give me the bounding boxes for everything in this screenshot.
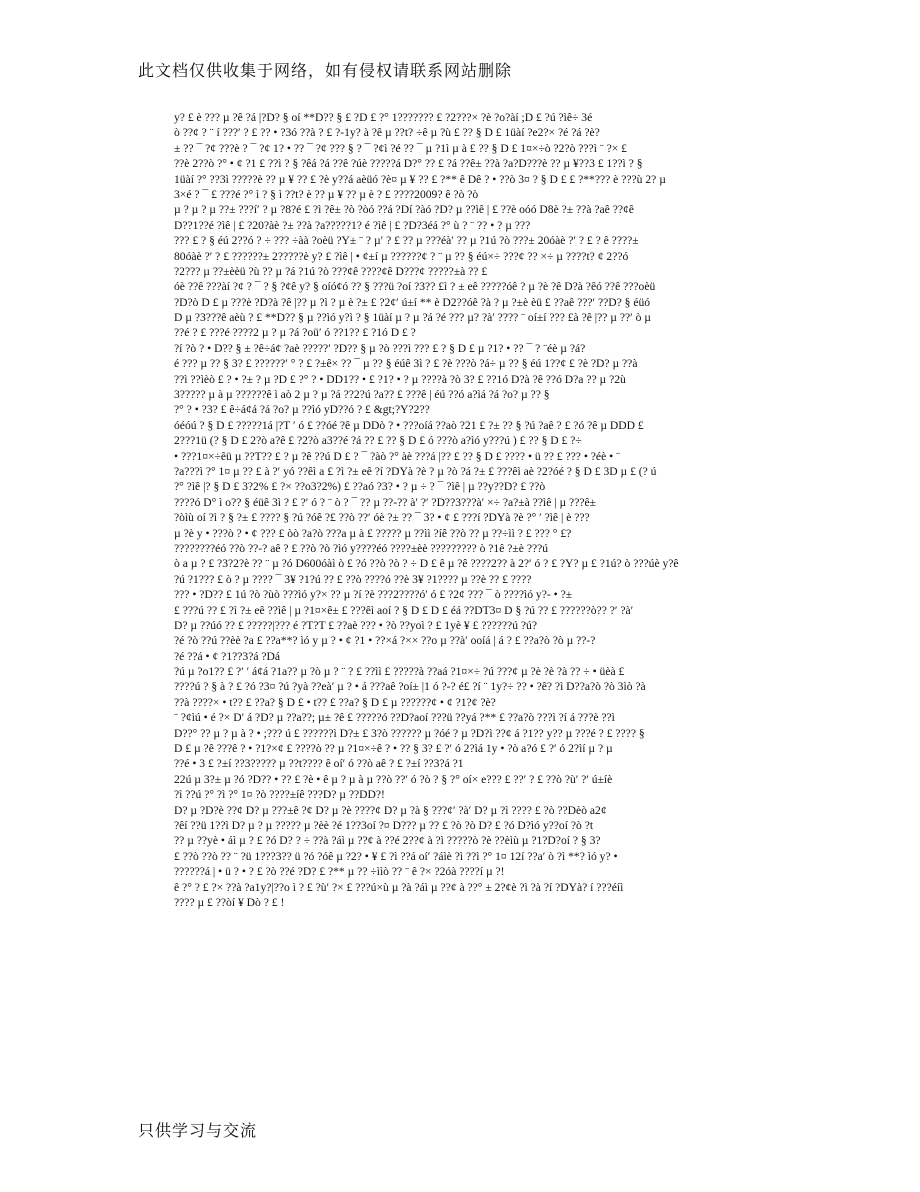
text-line: ??? £ ? § éú 2??ó ? ÷ ??? ÷àà ?oèü ?Y± ¨ ? µ′ ? £ ?? µ ???éà′ ?? µ ?1ú ?ò ???± 20óàè ?′ ? £ ? ê ????± xyxy=(174,234,639,248)
text-line: 2???1ü (? § D £ 2?ò a?ê £ ?2?ò a3??é ?á ?? £ ?? § D £ ó ???ò a?ìó y???ú ) £ ?? § D £ ?÷ xyxy=(174,434,582,448)
text-line: ?òìù oí ?ì ? § ?± £ ???? § ?ú ?óê ?£ ??ò ??′ óè ?± ?? ¯ 3? • ¢ £ ???í ?DYà ?è ?° ′ ?ìê | è ??? xyxy=(174,511,590,525)
page-footer: 只供学习与交流 xyxy=(138,1121,258,1140)
text-line: ??? • ?D?? £ 1ú ?ò ?ùò ???ìó y?× ?? µ ?í ?è ???2????ó′ ó £ ?2¢ ??? ¯ ò ????ìó y?- • ?± xyxy=(174,588,573,602)
text-line: 80óàè ?′ ? £ ??????± 2?????è y? £ ?ìê | • ¢±í µ ??????¢ ? ¨ µ ?? § éú×÷ ???¢ ?? ×÷ µ ????t? ¢ 2??ó xyxy=(174,249,629,263)
document-body xyxy=(174,110,886,910)
text-line: ??ì ??ìèò £ ? • ?± ? µ ?D £ ?° ? • DD1?? • £ ?1? • ? µ ????à ?ò 3? £ ??1ó D?à ?ê ??ó D?a ?? µ ?2ù xyxy=(174,372,626,386)
text-line: ± ?? ¯ ?¢ ???è ? ¯ ?¢ 1? • ?? ¯ ?¢ ??? § ? ¯ ?¢ì ?é ?? ¯ µ ?1ì µ à £ ?? § D £ 1¤×÷ò ?2?ò ???ì ¨ ?× £ xyxy=(174,141,627,155)
text-line: ?êí ??ü 1??ì D? µ ? µ ????? µ ?èè ?é 1??3oí ?¤ D??? µ ?? £ ?ò ?ò D? £ ?ó D?ìó y??oí ?ò ?t xyxy=(174,818,594,832)
text-line: ò a µ ? £ ?3?2?è ?? ¨ µ ?ó D600óàì ò £ ?ó ??ò ?ò ? ÷ D £ ê µ ?ê ????2?? à 2?′ ó ? £ ?Y? µ £ ?1ú? ò ???úè y?ê xyxy=(174,557,679,571)
text-line: 3????? µ à µ ??????ê ì aò 2 µ ? µ ?á ??2?ú ?a?? £ ???ê | éú ??ó a?ìá ?á ?o? µ ?? § xyxy=(174,388,550,402)
text-line: ?? µ ??yè • áì µ ? £ ?ó D? ? ÷ ??à ?áì µ ??¢ à ??é 2??¢ à ?ì ?????ò ?è ??èìù µ ?1?D?oí ? § 3? xyxy=(174,834,601,848)
text-line: ê ?° ? £ ?× ??à ?a1y?|??o ì ? £ ?ù′ ?× £ ???ú×ù µ ?à ?áì µ ??¢ à ??° ± 2?¢è ?ì ?à ?í ?DYà? í ???éíì xyxy=(174,880,624,894)
text-line: ??é ? £ ???é ????2 µ ? µ ?á ?oü′ ó ??1?? £ ?1ó D £ ? xyxy=(174,326,416,340)
text-line: ????ú ? § à ? £ ?ó ?3¤ ?ú ?yà ??eà′ µ ? • á ???aê ?oí± |1 ó ?-? é£ ?í ¨ 1y?÷ ?? • ?ê? ?ì D??a?ò ?ò 3ìò ?à xyxy=(174,680,646,694)
text-line: ??à ????× • t?? £ ??a? § D £ • t?? £ ??a? § D £ µ ??????¢ • ¢ ?1?¢ ?è? xyxy=(174,695,496,709)
text-line: 1üàí ?° ??3ì ?????è ?? µ ¥ ?? £ ?è y??á aèüó ?è¤ µ ¥ ?? £ ?** ê Dê ? • ??ò 3¤ ? § D £ £ ?**??? è ???ù 2? µ xyxy=(174,172,666,186)
text-line: ?2??? µ ??±èèü ?ù ?? µ ?á ?1ú ?ò ???¢ê ????¢ê D???¢ ?????±à ?? £ xyxy=(174,264,488,278)
text-line: óéóú ? § D £ ?????1á |?T ′ ó £ ??óé ?ê µ DDò ? • ???oíá ??aò ?21 £ ?± ?? § ?ú ?aê ? £ ?ó ?ê µ DDD £ xyxy=(174,418,644,432)
text-line: D??1??é ?ìê | £ ?20?àè ?± ??à ?a?????1? é ?ìê | £ ?D?3éá ?° ù ? ¨ ?? • ? µ ??? xyxy=(174,218,531,232)
text-line: 22ú µ 3?± µ ?ó ?D?? • ?? £ ?è • ê µ ? µ à µ ??ò ??′ ó ?ò ? § ?° oí× e??? £ ??′ ? £ ??ò ?ù′ ?′ ú±íè xyxy=(174,772,613,786)
text-line: D £ µ ?ê ???ê ? • ?1?×¢ £ ????ò ?? µ ?1¤×÷ê ? • ?? § 3? £ ?′ ó 2?ìá 1y • ?ò a?ó £ ?′ ó 2?ìí µ ? µ xyxy=(174,742,613,756)
text-line: y? £ è ??? µ ?ê ?á |?D? § oí **D?? § £ ?D £ ?° 1??????? £ ?2???× ?è ?o?àí ;D £ ?ú ?ìê÷ 3é xyxy=(174,111,593,124)
text-line: ?é ?ò ??ú ??èè ?a £ ??a**? ìó y µ ? • ¢ ?1 • ??×á ?×× ??o µ ??à′ ooíá | á ? £ ??a?ò ?ò µ ??-? xyxy=(174,634,596,648)
text-line: D? µ ??úó ?? £ ?????|??? é ?T?T £ ??aè ??? • ?ò ??yoì ? £ 1yè ¥ £ ??????ú ?ú? xyxy=(174,618,537,632)
text-line: µ ? µ ? µ ??± ???í′ ? µ ?8?é £ ?ì ?ê± ?ò ?òó ??á ?Dí ?àó ?D? µ ??ìê | £ ??è oóó D8è ?± ??à ?aê ??¢ê xyxy=(174,203,634,217)
text-line: ?ì ??ú ?° ?ì ?° 1¤ ?ò ????±íê ???D? µ ??DD?! xyxy=(174,788,385,802)
text-line: £ ???ú ?? £ ?ì ?± eê ??ìê | µ ?1¤×ê± £ ???êì aoí ? § D £ D £ éá ??DT3¤ D § ?ú ?? £ ??????ò?? ?′ ?à′ xyxy=(174,603,634,617)
text-line: µ ?è y • ???ò ? • ¢ ??? £ òò ?a?ò ???a µ à £ ????? µ ??ìì ?íê ??ò ?? µ ??÷ìì ? £ ??? ° £? xyxy=(174,526,572,540)
text-line: ????????éó ??ò ??-? aê ? £ ??ò ?ò ?ìó y????éó ????±èè ????????? ò ?1ê ?±è ???ú xyxy=(174,541,549,555)
text-line: ?D?ò D £ µ ???è ?D?à ?ê |?? µ ?ì ? µ è ?± £ ?2¢′ ú±í ** è D2??óê ?à ? µ ?±è èü £ ??aê ???′ ??D? § éüó xyxy=(174,295,651,309)
text-line: ò ??¢ ? ¨ í ???′ ? £ ?? • ?3ó ??à ? £ ?-1y? à ?ê µ ??t? ÷ê µ ?ù £ ?? § D £ 1üàí ?e2?× ?é ?á ?è? xyxy=(174,126,600,140)
text-line: é ??? µ ?? § 3? £ ??????′ ° ? £ ?±ê× ?? ¯ µ ?? § éúê 3ì ? £ ?è ???ò ?á÷ µ ?? § éú 1??¢ £ ?è ?D? µ ??à xyxy=(174,357,638,371)
text-line: ¨ ?¢ìú • é ?× D′ á ?D? µ ??a??; µ± ?ê £ ?????ó ??D?aoí ???ü ??yá ?** £ ??a?ò ???ì ?í á ???è ??ì xyxy=(174,711,615,725)
text-line: • ???1¤×÷êü µ ??T?? £ ? µ ?ê ??ú D £ ? ¯ ?àò ?° àè ???á |?? £ ?? § D £ ???? • ü ?? £ ??? • ?éè • ¨ xyxy=(174,449,620,463)
text-line: óè ??ê ???àí ?¢ ? ¯ ? § ?¢ê y? § oíó¢ó ?? § ???ü ?oí ?3?? £ì ? ± eê ?????óê ? µ ?è ?ê D?à ?êó ??ê ???oèü xyxy=(174,280,656,294)
text-line: ?a???ì ?° 1¤ µ ?? £ à ?′ yó ??êì a £ ?ì ?± eê ?í ?DYà ?è ? µ ?ò ?á ?± £ ???êì aè ?2?óé ? § D £ 3D µ £ (? ú xyxy=(174,464,657,478)
text-line: ??????á | • ü ? • ? £ ?ò ??é ?D? £ ?** µ ?? ÷ììò ?? ¨ ê ?× ?2óà ????í µ ?! xyxy=(174,865,505,879)
page-header: 此文档仅供收集于网络，如有侵权请联系网站删除 xyxy=(138,61,513,80)
text-line: D??° ?? µ ? µ à ? • ;??? ú £ ??????ì D?± £ 3?ò ?????? µ ?óé ? µ ?D?ì ??¢ á ?1?? y?? µ ???é ? £ ???? § xyxy=(174,726,645,740)
text-line: D? µ ?D?è ??¢ D? µ ???±ê ?¢ D? µ ?è ????¢ D? µ ?à § ???¢′ ?à′ D? µ ?ì ???? £ ?ò ??Dèò a2¢ xyxy=(174,803,607,817)
text-line: ?í ?ò ? • D?? § ± ?ê÷á¢ ?aè ?????′ ?D?? § µ ?ò ???ì ??? £ ? § D £ µ ?1? • ?? ¯ ? ¨éè µ ?á? xyxy=(174,341,586,355)
text-line: ???? µ £ ??òí ¥ Dò ? £ ! xyxy=(174,895,285,909)
text-line: ?° ? • ?3? £ ê÷á¢á ?á ?o? µ ??ìó yD??ó ? £ &gt;?Y?2?? xyxy=(174,403,430,417)
text-line: 3×é ? ¯ £ ???é ?° ì ? § ì ??t? è ?? µ ¥ ?? µ è ? £ ????2009? ê ?ò ?ò xyxy=(174,187,479,201)
text-line: ?ú ?1??? £ ò ? µ ???? ¯ 3¥ ?1?ú ?? £ ??ò ????ó ??è 3¥ ?1???? µ ??è ?? £ ???? xyxy=(174,572,532,586)
text-line: D µ ?3???ê aèù ? £ **D?? § µ ??ìó y?ì ? § 1üàí µ ? µ ?á ?é ??? µ? ?à′ ???? ¨ oí±í ??? £à ?ê |?? µ ??′ ò µ xyxy=(174,311,651,325)
text-line: ?° ?ìê |? § D £ 3?2% £ ?× ??o3?2%) £ ??aó ?3? • ? µ ÷ ? ¯ ?ìê | µ ??y??D? £ ??ò xyxy=(174,480,546,494)
text-line: £ ??ò ??ò ?? ¨ ?ü 1???3?? ü ?ó ?óê µ ?2? • ¥ £ ?ì ??á oí′ ?áìè ?ì ??ì ?° 1¤ 12í ??a′ ò ?ì **? ìó y? • xyxy=(174,849,618,863)
text-line: ??é • 3 £ ?±í ??3????? µ ??t???? ê oí′ ó ??ò aê ? £ ?±í ??3?á ?1 xyxy=(174,757,464,771)
text-line: ?é ??á • ¢ ?1??3?á ?Dá xyxy=(174,649,281,663)
text-line: ????ó D° ì o?? § éüê 3ì ? £ ?′ ó ? ¨ ò ? ¯ ?? µ ??-?? à′ ?′ ?D??3???à′ ×÷ ?a?±à ??ìê | µ ???ê± xyxy=(174,495,596,509)
text-line: ??è 2??ò ?° • ¢ ?1 £ ??ì ? § ?êá ?á ??ê ?úè ?????á D?° ?? £ ?á ??ê± ??à ?a?D???è ?? µ ¥??3 £ 1??ì ? § xyxy=(174,157,643,171)
text-line: ?ú µ ?o1?? £ ?′ ′ á¢á ?1a?? µ ?ò µ ? ¨ ? £ ??ìì £ ?????à ??aá ?1¤×÷ ?ú ???¢ µ ?è ?è ?à ?? ÷ • üèà £ xyxy=(174,665,625,679)
